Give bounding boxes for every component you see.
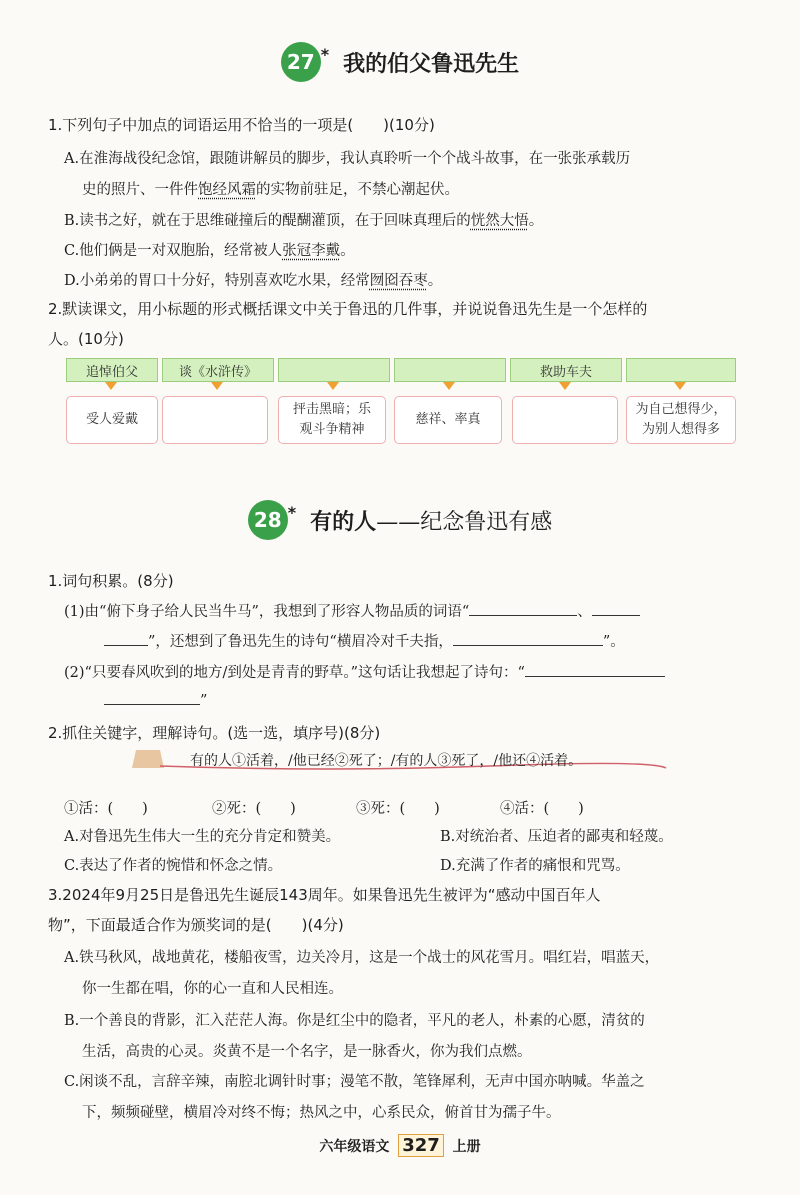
- heading-label-3[interactable]: [278, 358, 390, 382]
- blank-input[interactable]: [525, 662, 665, 677]
- arrow-icon: [211, 382, 223, 390]
- blank-input[interactable]: [469, 601, 577, 616]
- arrow-icon: [443, 382, 455, 390]
- question-28-3-stem-line-1: 3.2024年9月25日是鲁迅先生诞辰143周年。如果鲁迅先生被评为“感动中国百年人: [48, 886, 601, 904]
- answer-box-5[interactable]: [512, 396, 618, 444]
- option-b: B.读书之好，就在于思维碰撞后的醍醐灌顶，在于回味真理后的恍然大悟。: [64, 213, 544, 229]
- lesson-number-badge: 28: [248, 500, 288, 540]
- part-1-line-2: ”，还想到了鲁迅先生的诗句“横眉冷对千夫指， ”。: [104, 630, 625, 651]
- arrow-icon: [327, 382, 339, 390]
- heading-label-1: 追悼伯父: [66, 358, 158, 382]
- answer-box-1: 受人爱戴: [66, 396, 158, 444]
- option-d: D.小弟弟的胃口十分好，特别喜欢吃水果，经常囫囵吞枣。: [64, 273, 443, 289]
- poem-text: 有的人①活着，/他已经②死了；/有的人③死了，/他还④活着。: [190, 753, 583, 769]
- question-28-3-stem-line-2: 物”，下面最适合作为颁奖词的是( )(4分): [48, 916, 344, 934]
- dotted-word: 囫囵吞枣: [369, 273, 428, 289]
- lesson-27-header: [0, 42, 800, 82]
- option-a-line-2: 史的照片、一件件饱经风霜的实物前驻足，不禁心潮起伏。: [82, 182, 459, 198]
- award-option-b-line-1: B.一个善良的背影，汇入茫茫人海。你是红尘中的隐者，平凡的老人，朴素的心愿，清贫的: [64, 1013, 645, 1029]
- blank-4[interactable]: ④活：( ): [500, 801, 584, 817]
- grade-label: 六年级语文: [319, 1139, 390, 1155]
- lesson-title: 我的伯父鲁迅先生: [343, 51, 520, 77]
- optional-star: *: [320, 44, 330, 64]
- arrow-icon: [559, 382, 571, 390]
- dotted-word: 饱经风霜: [198, 182, 256, 198]
- award-option-b-line-2: 生活，高贵的心灵。炎黄不是一个名字，是一脉香火，你为我们点燃。: [82, 1044, 532, 1060]
- arrow-icon: [105, 382, 117, 390]
- choice-c: C.表达了作者的惋惜和怀念之情。: [64, 858, 283, 874]
- answer-box-4: 慈祥、率真: [394, 396, 502, 444]
- award-option-a-line-2: 你一生都在唱，你的心一直和人民相连。: [82, 981, 343, 997]
- answer-box-3: 抨击黑暗；乐 观斗争精神: [278, 396, 386, 444]
- volume-label: 上册: [452, 1139, 481, 1155]
- dotted-word: 恍然大悟: [470, 213, 529, 229]
- choice-d: D.充满了作者的痛恨和咒骂。: [440, 858, 630, 874]
- blank-input[interactable]: [453, 631, 603, 646]
- heading-label-6[interactable]: [626, 358, 736, 382]
- question-28-1-stem: 1.词句积累。(8分): [48, 572, 174, 590]
- dotted-word: 张冠李戴: [282, 243, 341, 259]
- question-27-1-stem: 1.下列句子中加点的词语运用不恰当的一项是( )(10分): [48, 116, 435, 134]
- question-27-2-stem-line-1: 2.默读课文，用小标题的形式概括课文中关于鲁迅的几件事，并说说鲁迅先生是一个怎样的: [48, 300, 648, 318]
- answer-box-6: 为自己想得少， 为别人想得多: [626, 396, 736, 444]
- choice-a: A.对鲁迅先生伟大一生的充分肯定和赞美。: [64, 829, 341, 845]
- question-28-2-stem: 2.抓住关键字，理解诗句。(选一选，填序号)(8分): [48, 724, 381, 742]
- lesson-28-header: [0, 500, 800, 540]
- arrow-icon: [674, 382, 686, 390]
- blank-input[interactable]: [104, 690, 200, 705]
- choice-b: B.对统治者、压迫者的鄙夷和轻蔑。: [440, 829, 673, 845]
- blank-input[interactable]: [104, 631, 148, 646]
- answer-box-2[interactable]: [162, 396, 268, 444]
- blank-2[interactable]: ②死：( ): [212, 801, 296, 817]
- part-2-line-2: ”: [104, 690, 207, 709]
- heading-label-5: 救助车夫: [510, 358, 622, 382]
- page-number: 327: [398, 1134, 444, 1157]
- blank-1[interactable]: ①活：( ): [64, 801, 148, 817]
- lesson-number-badge: 27: [281, 42, 321, 82]
- page-footer: [0, 1134, 800, 1157]
- part-1-line-1: (1)由“俯下身子给人民当牛马”，我想到了形容人物品质的词语“ 、: [64, 600, 640, 621]
- lesson-title: 有的人——纪念鲁迅有感: [310, 509, 553, 535]
- question-27-2-stem-line-2: 人。(10分): [48, 330, 124, 348]
- award-option-a-line-1: A.铁马秋风，战地黄花，楼船夜雪，边关冷月，这是一个战士的风花雪月。唱红岩，唱蓝天，: [64, 950, 660, 966]
- part-2-line-1: (2)“只要春风吹到的地方/到处是青青的野草。”这句话让我想起了诗句：“: [64, 661, 665, 682]
- option-a-line-1: A.在淮海战役纪念馆，跟随讲解员的脚步，我认真聆听一个个战斗故事，在一张张承载历: [64, 151, 631, 167]
- optional-star: *: [287, 502, 297, 522]
- heading-label-4[interactable]: [394, 358, 506, 382]
- blank-3[interactable]: ③死：( ): [356, 801, 440, 817]
- award-option-c-line-2: 下，频频碰壁，横眉冷对终不悔；热风之中，心系民众，俯首甘为孺子牛。: [82, 1105, 561, 1121]
- heading-label-2: 谈《水浒传》: [162, 358, 274, 382]
- option-c: C.他们俩是一对双胞胎，经常被人张冠李戴。: [64, 243, 355, 259]
- blank-input[interactable]: [592, 601, 640, 616]
- award-option-c-line-1: C.闲谈不乱，言辞辛辣，南腔北调针时事；漫笔不散，笔锋犀利，无声中国亦呐喊。华盖之: [64, 1074, 645, 1090]
- stump-icon: [132, 750, 164, 768]
